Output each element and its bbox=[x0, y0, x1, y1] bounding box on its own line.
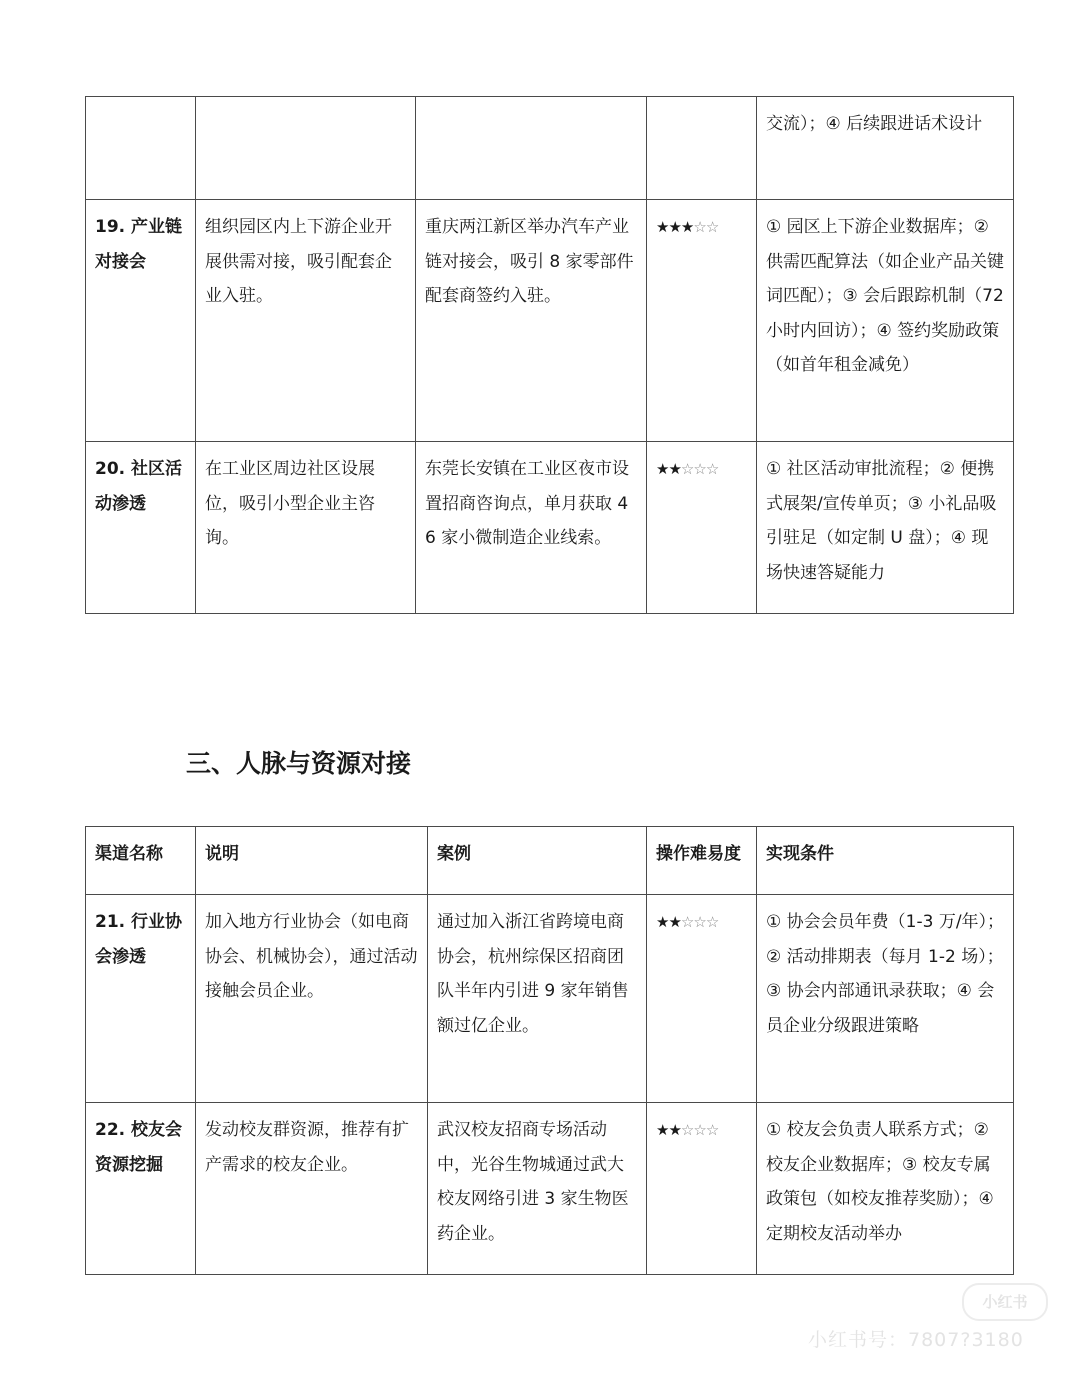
channel-table-continued bbox=[85, 96, 1014, 614]
case-cell: 重庆两江新区举办汽车产业链对接会，吸引 8 家零部件配套商签约入驻。 bbox=[416, 200, 647, 442]
watermark-id: 小红书号：7807?3180 bbox=[808, 1329, 1024, 1351]
difficulty-cell bbox=[647, 97, 757, 200]
section-heading: 三、人脉与资源对接 bbox=[186, 749, 412, 778]
channel-table bbox=[85, 826, 1014, 1275]
star-empty-icon: ☆ bbox=[705, 1121, 719, 1139]
table-row bbox=[86, 1103, 1014, 1275]
channel-name-cell: 22. 校友会资源挖掘 bbox=[86, 1103, 196, 1275]
conditions-cell: ① 协会会员年费（1-3 万/年）；② 活动排期表（每月 1-2 场）；③ 协会内部通讯录获取；④ 会员企业分级跟进策略 bbox=[757, 895, 1014, 1103]
star-empty-icon: ☆ bbox=[680, 460, 694, 478]
case-cell bbox=[416, 97, 647, 200]
conditions-cell: 交流）；④ 后续跟进话术设计 bbox=[757, 97, 1014, 200]
star-empty-icon: ☆ bbox=[693, 913, 706, 931]
header-description: 说明 bbox=[196, 827, 428, 895]
description-cell: 发动校友群资源，推荐有扩产需求的校友企业。 bbox=[196, 1103, 428, 1275]
difficulty-stars bbox=[656, 913, 718, 931]
channel-name-cell: 20. 社区活动渗透 bbox=[86, 442, 196, 614]
header-case: 案例 bbox=[428, 827, 647, 895]
star-empty-icon: ☆ bbox=[705, 460, 719, 478]
star-filled-icon: ★ bbox=[668, 460, 681, 478]
description-cell: 组织园区内上下游企业开展供需对接，吸引配套企业入驻。 bbox=[196, 200, 416, 442]
table-row bbox=[86, 442, 1014, 614]
star-empty-icon: ☆ bbox=[693, 218, 706, 236]
difficulty-cell bbox=[647, 442, 757, 614]
channel-name-cell: 21. 行业协会渗透 bbox=[86, 895, 196, 1103]
star-filled-icon: ★ bbox=[680, 218, 694, 236]
header-difficulty: 操作难易度 bbox=[647, 827, 757, 895]
description-cell bbox=[196, 97, 416, 200]
star-filled-icon: ★ bbox=[656, 460, 669, 478]
table-row bbox=[86, 200, 1014, 442]
difficulty-cell bbox=[647, 200, 757, 442]
difficulty-stars bbox=[656, 460, 718, 478]
star-filled-icon: ★ bbox=[668, 913, 681, 931]
conditions-cell: ① 社区活动审批流程；② 便携式展架/宣传单页；③ 小礼品吸引驻足（如定制 U 盘）；④ 现场快速答疑能力 bbox=[757, 442, 1014, 614]
star-empty-icon: ☆ bbox=[680, 913, 694, 931]
channel-name-cell bbox=[86, 97, 196, 200]
case-cell: 通过加入浙江省跨境电商协会，杭州综保区招商团队半年内引进 9 家年销售额过亿企业。 bbox=[428, 895, 647, 1103]
header-channel-name: 渠道名称 bbox=[86, 827, 196, 895]
star-empty-icon: ☆ bbox=[693, 1121, 706, 1139]
star-empty-icon: ☆ bbox=[693, 460, 706, 478]
star-filled-icon: ★ bbox=[656, 218, 669, 236]
case-cell: 东莞长安镇在工业区夜市设置招商咨询点，单月获取 46 家小微制造企业线索。 bbox=[416, 442, 647, 614]
table-row bbox=[86, 97, 1014, 200]
star-filled-icon: ★ bbox=[656, 913, 669, 931]
watermark-logo: 小红书 bbox=[962, 1283, 1048, 1321]
conditions-cell: ① 校友会负责人联系方式；② 校友企业数据库；③ 校友专属政策包（如校友推荐奖励）；④ 定期校友活动举办 bbox=[757, 1103, 1014, 1275]
star-empty-icon: ☆ bbox=[680, 1121, 694, 1139]
difficulty-cell bbox=[647, 895, 757, 1103]
star-filled-icon: ★ bbox=[668, 1121, 681, 1139]
star-filled-icon: ★ bbox=[668, 218, 681, 236]
star-filled-icon: ★ bbox=[656, 1121, 669, 1139]
header-conditions: 实现条件 bbox=[757, 827, 1014, 895]
description-cell: 加入地方行业协会（如电商协会、机械协会），通过活动接触会员企业。 bbox=[196, 895, 428, 1103]
conditions-cell: ① 园区上下游企业数据库；② 供需匹配算法（如企业产品关键词匹配）；③ 会后跟踪机制（72 小时内回访）；④ 签约奖励政策（如首年租金减免） bbox=[757, 200, 1014, 442]
star-empty-icon: ☆ bbox=[705, 218, 719, 236]
star-empty-icon: ☆ bbox=[705, 913, 719, 931]
description-cell: 在工业区周边社区设展位，吸引小型企业主咨询。 bbox=[196, 442, 416, 614]
channel-name-cell: 19. 产业链对接会 bbox=[86, 200, 196, 442]
case-cell: 武汉校友招商专场活动中，光谷生物城通过武大校友网络引进 3 家生物医药企业。 bbox=[428, 1103, 647, 1275]
difficulty-stars bbox=[656, 1121, 718, 1139]
table-row bbox=[86, 895, 1014, 1103]
difficulty-stars bbox=[656, 218, 718, 236]
table-header-row bbox=[86, 827, 1014, 895]
difficulty-cell bbox=[647, 1103, 757, 1275]
